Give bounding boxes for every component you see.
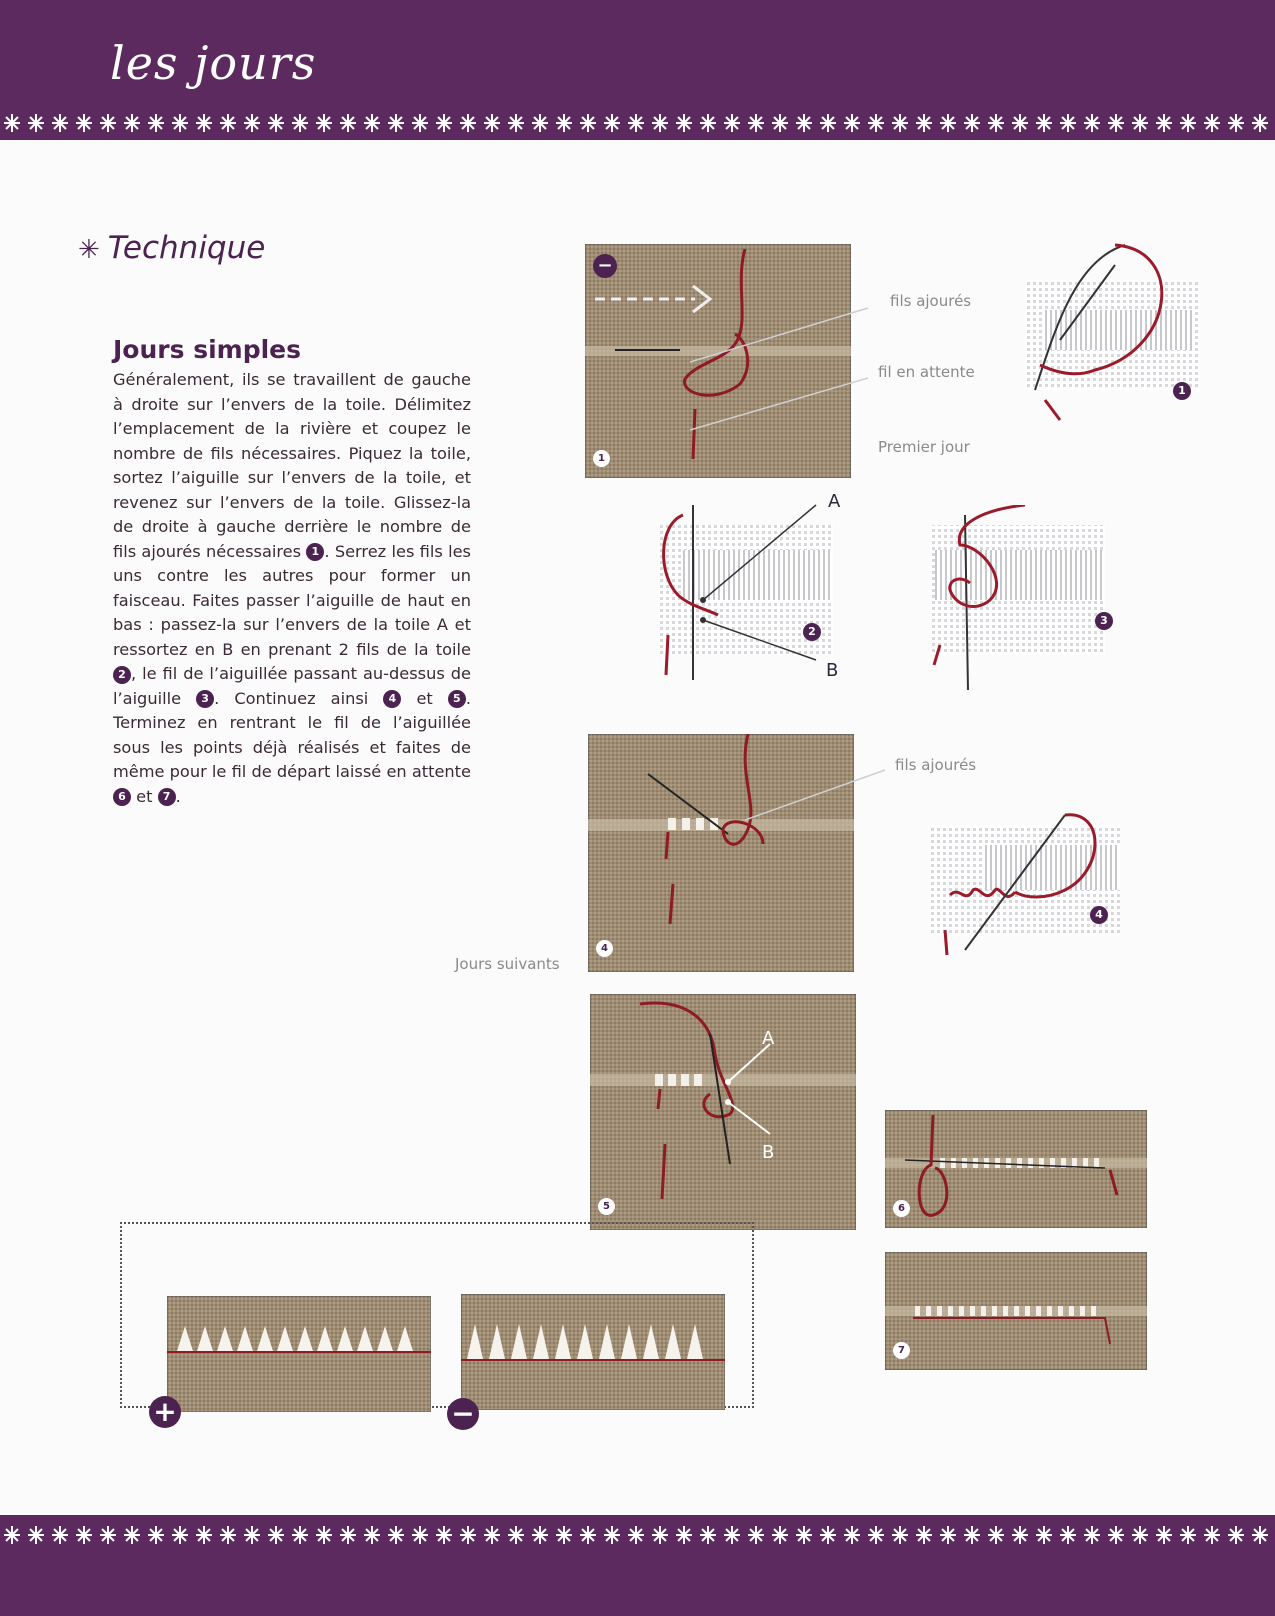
caption-fils-ajoures: fils ajourés <box>890 292 972 310</box>
linen-photo <box>590 994 856 1230</box>
caption-premier-jour: Premier jour <box>878 438 970 456</box>
diagram-step-3 <box>920 505 1120 699</box>
instructions-part: Généralement, ils se travaillent de gauche à droite sur l’envers de la toile. Délimitez l’emplacement de la rivière et coupez le nombre de fils nécessaires. Piquez la toile, sortez l’aiguille sur l’envers de la toile, et revenez sur l’envers de la toile. Glissez-la de droite à gauche derrière le nombre de fils ajourés nécessaires <box>113 370 471 561</box>
section-title <box>78 230 265 266</box>
step-badge: 1 <box>593 450 610 467</box>
stitch-diagram <box>1015 240 1225 440</box>
instructions-text <box>113 368 471 809</box>
step-badge: 3 <box>1095 612 1113 630</box>
subsection-title: Jours simples <box>113 335 301 364</box>
linen-photo <box>885 1252 1147 1370</box>
leader-lines <box>680 290 880 440</box>
ref-badge: 3 <box>196 690 214 708</box>
header-star-border <box>0 110 1275 136</box>
ref-badge: 6 <box>113 788 131 806</box>
minus-marker: − <box>447 1398 479 1430</box>
step-badge: 4 <box>596 940 613 957</box>
label-b: B <box>826 660 839 681</box>
photo-bad-result <box>451 1294 725 1430</box>
linen-photo <box>461 1294 725 1410</box>
footer-star-border <box>0 1522 1275 1548</box>
caption-fils-ajoures: fils ajourés <box>895 756 977 774</box>
label-b: B <box>762 1142 775 1163</box>
section-title-text: Technique <box>107 230 266 266</box>
photo-step-6 <box>885 1110 1147 1232</box>
star-border-pattern <box>0 1522 1275 1548</box>
photo-step-5 <box>590 994 856 1234</box>
caption-fil-en-attente: fil en attente <box>878 363 975 381</box>
linen-photo <box>167 1296 431 1412</box>
stitch-diagram <box>925 810 1130 960</box>
photo-good-result <box>153 1296 431 1428</box>
ref-badge: 4 <box>383 690 401 708</box>
label-a: A <box>762 1028 775 1049</box>
ref-badge: 2 <box>113 666 131 684</box>
photo-step-7 <box>885 1252 1147 1374</box>
instructions-part: et <box>416 688 433 708</box>
ref-badge: 1 <box>306 543 324 561</box>
stitch-diagram <box>920 505 1120 695</box>
instructions-part: . Serrez les fils les uns contre les autres pour former un faisceau. Faites passer l’aiguille de haut en bas : passez-la sur l’envers de la toile A et ressortez en B en prenant 2 fils de la toile <box>113 541 471 659</box>
step-badge: 1 <box>1173 382 1191 400</box>
minus-badge: − <box>593 254 617 278</box>
step-badge: 4 <box>1090 906 1108 924</box>
stitch-diagram <box>648 495 853 695</box>
label-a: A <box>828 491 841 512</box>
instructions-part: . <box>175 786 181 806</box>
page-title: les jours <box>110 36 317 90</box>
plus-marker: + <box>149 1396 181 1428</box>
step-badge: 2 <box>803 623 821 641</box>
star-border-pattern <box>0 110 1275 136</box>
step-badge: 6 <box>893 1200 910 1217</box>
linen-photo <box>885 1110 1147 1228</box>
ref-badge: 5 <box>448 690 466 708</box>
instructions-part: et <box>136 786 153 806</box>
ref-badge: 7 <box>158 788 176 806</box>
leader-line <box>740 765 890 825</box>
asterisk-icon: ✳ <box>78 235 100 265</box>
step-badge: 5 <box>598 1198 615 1215</box>
instructions-part: , le fil de l’aiguillée passant au-dessus de l’aiguille <box>113 664 471 708</box>
caption-jours-suivants: Jours suivants <box>455 955 560 973</box>
instructions-part: . Continuez ainsi <box>214 688 369 708</box>
diagram-step-1 <box>1015 240 1225 444</box>
diagram-step-2 <box>648 491 853 699</box>
instructions-part: . Terminez en rentrant le fil de l’aiguillée sous les points déjà réalisés et faites de même pour le fil de départ laissé en attente <box>113 688 471 781</box>
diagram-step-4 <box>925 810 1130 964</box>
step-badge: 7 <box>893 1342 910 1359</box>
